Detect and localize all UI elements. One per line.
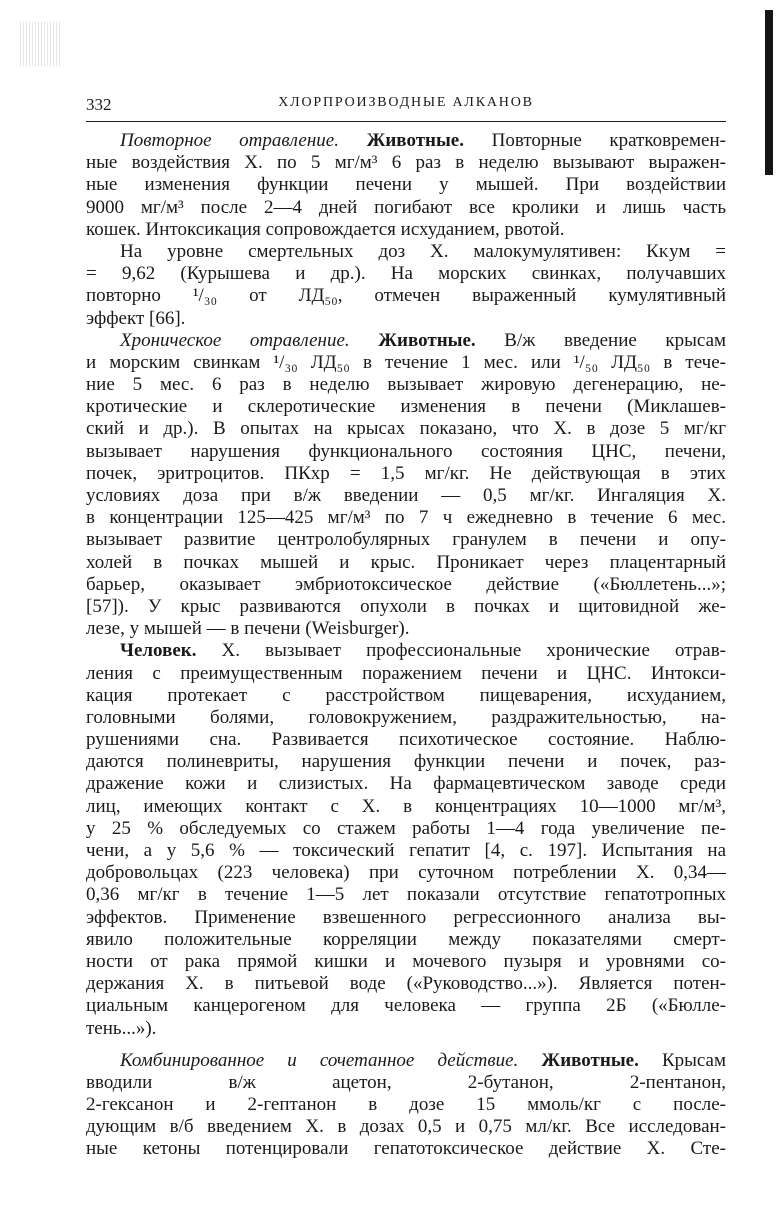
header-rule [86,121,726,122]
paragraph-human [86,640,726,1039]
text-line: циальным канцерогеном для человека — группа 2Б («Бюлле- [86,995,726,1017]
text-line: даются полиневриты, нарушения функции печени и почек, раз- [86,751,726,773]
text-line: явило положительные корреляции между показателями смерт- [86,928,726,950]
text-line: дующим в/б введением Х. в дозах 0,5 и 0,75 мл/кг. Все исследован- [86,1116,726,1138]
text-line: 9000 мг/м³ после 2—4 дней погибают все кролики и лишь часть [86,196,726,218]
text-line: рушениями сна. Развивается психотическое состояние. Наблю- [86,729,726,751]
running-title: ХЛОРПРОИЗВОДНЫЕ АЛКАНОВ [278,95,534,110]
text-line: кация протекает с расстройством пищеварения, исхуданием, [86,684,726,706]
text-line: эффект [66]. [86,307,186,329]
text-line: лиц, имеющих контакт с Х. в концентрациях 10—1000 мг/м³, [86,795,726,817]
subject-label: Человек. [120,640,197,662]
text-line: повторно ¹/₃₀ от ЛД₅₀, отмечен выраженный кумулятивный [86,285,726,307]
subject-label: Животные. [541,1049,639,1071]
section-heading: Хроническое отравление. [120,329,350,351]
text-line: у 25 % обследуемых со стажем работы 1—4 года увеличение пе- [86,817,726,839]
text-line: ные изменения функции печени у мышей. При воздействии [86,174,726,196]
text-line: в концентрации 125—425 мг/м³ по 7 ч ежедневно в течение 6 мес. [86,507,726,529]
page-number: 332 [86,95,112,114]
text-line: кротические и склеротические изменения в печени (Миклашев- [86,396,726,418]
section-heading: Комбинированное и сочетанное действие. [120,1049,519,1071]
text-fragment: Повторные кратковремен- [491,130,726,151]
text-line: барьер, оказывает эмбриотоксическое действие («Бюллетень...»; [86,573,726,595]
text-line: 0,36 мг/кг в течение 1—5 лет показали отсутствие гепатотропных [86,884,726,906]
text-fragment: Х. вызывает профессиональные хронические отрав- [221,640,726,662]
text-line: эффектов. Применение взвешенного регрессионного анализа вы- [86,906,726,928]
text-line: На уровне смертельных доз Х. малокумулятивен: Кᴋум = [120,240,726,262]
scan-artifact [20,22,60,66]
text-line: условиях доза при в/ж введении — 0,5 мг/кг. Ингаляция Х. [86,485,726,506]
paragraph-combined-action [86,1050,726,1161]
text-line: тень...»). [86,1017,157,1039]
text-line [86,640,726,662]
text-line: ский и др.). В опытах на крысах показано, что Х. в дозе 5 мг/кг [86,418,726,440]
text-line: лезе, у мышей — в печени (Weisburger). [86,618,410,640]
paragraph-gap [86,1040,726,1050]
text-line: почек, эритроцитов. ПКхр = 1,5 мг/кг. Не действующая в этих [86,462,726,484]
page-body [86,130,726,1161]
text-line: головными болями, головокружением, раздражительностью, на- [86,706,726,728]
text-line: ности от рака прямой кишки и мочевого пузыря и уровнями со- [86,950,726,972]
text-line: чени, а у 5,6 % — токсический гепатит [4, с. 197]. Испытания на [86,840,726,861]
text-line: дражение кожи и слизистых. На фармацевтическом заводе среди [86,773,726,795]
page-header [86,93,726,119]
page-edge-shadow [765,10,773,175]
text-line [86,1050,726,1072]
text-line: ные кетоны потенцировали гепатотоксическое действие Х. Сте- [86,1138,726,1160]
text-line [86,130,726,152]
text-line: добровольцах (223 человека) при суточном потреблении Х. 0,34— [86,862,726,884]
text-line: держания Х. в питьевой воде («Руководство...»). Является потен- [86,973,726,995]
text-line: и морским свинкам ¹/₃₀ ЛД₅₀ в течение 1 мес. или ¹/₅₀ ЛД₅₀ в тече- [86,351,726,373]
paragraph-repeated-poisoning [86,130,726,241]
subject-label: Животные. [366,130,464,151]
text-line: кошек. Интоксикация сопровождается исхуданием, рвотой. [86,218,565,240]
text-line: ления с преимущественным поражением печени и ЦНС. Интокси- [86,662,726,684]
text-line: вызывает нарушения функционального состояния ЦНС, печени, [86,440,726,462]
paragraph-chronic-poisoning [86,330,726,641]
text-line: 2-гексанон и 2-гептанон в дозе 15 ммоль/кг с после- [86,1094,726,1116]
text-line: вводили в/ж ацетон, 2-бутанон, 2-пентанон, [86,1071,726,1093]
text-line: = 9,62 (Курышева и др.). На морских свинках, получавших [86,263,726,285]
text-fragment: Крысам [661,1049,726,1071]
text-line [86,330,726,352]
section-heading: Повторное отравление. [120,130,339,151]
text-line: [57]). У крыс развиваются опухоли в почках и щитовидной же- [86,595,726,617]
text-line: ние 5 мес. 6 раз в неделю вызывает жировую дегенерацию, не- [86,374,726,396]
text-line: ные воздействия Х. по 5 мг/м³ 6 раз в неделю вызывают выражен- [86,152,726,174]
text-fragment: В/ж введение крысам [504,329,726,351]
text-line: вызывает развитие центролобулярных гранулем в печени и опу- [86,529,726,551]
paragraph-cumulation [86,241,726,330]
subject-label: Животные. [378,329,476,351]
text-line: холей в почках мышей и крыс. Проникает через плацентарный [86,551,726,573]
